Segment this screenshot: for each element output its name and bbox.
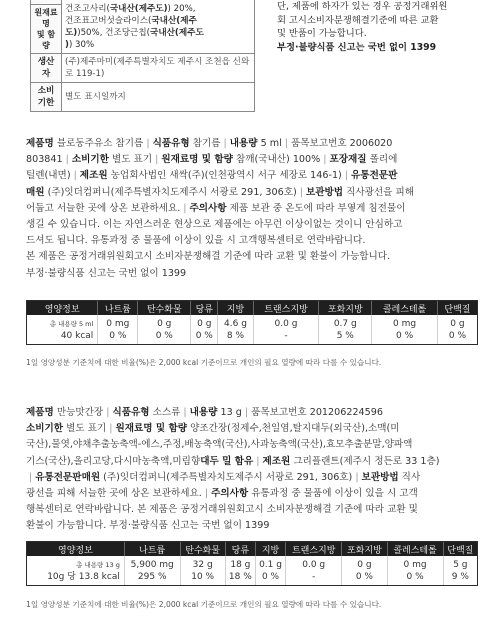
origin-table-head-producer: 생산자 bbox=[31, 54, 62, 83]
field-label: 제품명 bbox=[26, 407, 54, 418]
field-label: 주의사항 bbox=[189, 202, 227, 214]
nutrition-cell: 0 % bbox=[387, 571, 443, 585]
separator: | bbox=[256, 455, 260, 467]
nutrition-cell: 0 g bbox=[137, 315, 190, 330]
nutrition-cell: 9 % bbox=[443, 571, 477, 585]
field-value: 행복센터로 연락바랍니다. 본 제품은 공정거래위원회고시 소비자분쟁해결 기준에 따라 교환 및 bbox=[26, 504, 418, 516]
nutrition-cell: - bbox=[285, 571, 341, 585]
field-value: 환불이 가능합니다. 부정·불량식품 신고는 국번 없이 1399 bbox=[26, 520, 270, 532]
separator: | bbox=[183, 407, 187, 418]
separator: | bbox=[29, 471, 33, 483]
ingredients-line-1: 건조고사리(국내산(제주도)) 20%, bbox=[65, 3, 196, 14]
field-label: 제품명 bbox=[26, 138, 54, 149]
info-line bbox=[26, 249, 478, 265]
nutrition-cell: 0.7 g bbox=[318, 315, 371, 330]
nutrition-cell: 0.0 g bbox=[253, 315, 319, 330]
nutrition-footnote-soy-sauce: 1일 영양성분 기준치에 대한 비율(%)은 2,000 kcal 기준이므로 개인의 필요 열량에 따라 다를 수 있습니다. bbox=[26, 600, 382, 609]
field-value: 별도 표기 bbox=[63, 423, 107, 435]
field-label: 유통전문판 bbox=[351, 170, 398, 182]
separator: | bbox=[223, 138, 227, 149]
nutrition-cell: 4.6 g bbox=[217, 315, 252, 330]
nutrition-cell: 0 % bbox=[255, 571, 285, 585]
refund-notice bbox=[277, 0, 477, 54]
notice-line-1: 단, 제품에 하자가 있는 경우 공정거래위원 bbox=[277, 1, 448, 12]
nutrition-cell: 0 mg bbox=[371, 315, 437, 330]
separator: | bbox=[109, 423, 113, 435]
field-label: 매원 bbox=[26, 186, 45, 198]
nutrition-cell: 18 % bbox=[225, 571, 255, 585]
info-line bbox=[26, 217, 478, 233]
info-line bbox=[26, 518, 478, 534]
origin-table-head-ingredients: 원재료명 및 함량 bbox=[31, 5, 62, 54]
field-label: 포장재질 bbox=[329, 154, 367, 166]
nutrition-cell: 40 kcal bbox=[60, 331, 94, 341]
nutrition-cell: 8 % bbox=[217, 330, 252, 344]
nutrition-cell: 5 g bbox=[443, 556, 477, 571]
field-value: 드셔도 됩니다. 유통과정 중 물품에 이상이 있을 시 고객행복센터로 연락바랍니다. bbox=[26, 235, 366, 247]
field-label: 제조원 bbox=[79, 170, 108, 182]
field-value: (주)잇더컴퍼니(제주특별자치도제주시 서광로 291, 306호) bbox=[100, 471, 353, 483]
field-label: 원재료명 및 함량 bbox=[161, 154, 233, 166]
info-line bbox=[26, 470, 478, 486]
nutrition-cell: 0 mg bbox=[97, 315, 137, 330]
notice-line-2: 회 고시소비자분쟁해결기준에 따른 교환 bbox=[277, 14, 439, 26]
nutrition-header: 콜레스테롤 bbox=[387, 542, 443, 556]
field-value: 국산),물엿,야채추출농축액-에스,주정,배농축액(국산),사과농축액(국산),효모추출분말,양파액 bbox=[26, 439, 413, 451]
ingredients-line-2: 건조표고버섯슬라이스(국내산(제주 bbox=[65, 15, 197, 26]
field-value: 직사광선을 피해 bbox=[343, 186, 415, 198]
field-value: 별도 표기 bbox=[108, 154, 153, 166]
nutrition-header: 포화지방 bbox=[318, 301, 371, 315]
field-value: 농업회사법인 새싹(주)(인천광역시 서구 세장로 146-1) bbox=[107, 170, 342, 182]
nutrition-header: 영양정보 bbox=[27, 542, 124, 556]
separator: | bbox=[146, 138, 150, 149]
origin-table-producer: (주)제주마미(제주특별자치도 제주시 조천읍 신와로 119-1) bbox=[62, 54, 255, 83]
separator: | bbox=[284, 138, 288, 149]
field-value: 소스류 bbox=[149, 407, 181, 418]
separator: | bbox=[355, 471, 359, 483]
field-value: 13 g bbox=[217, 407, 242, 418]
field-label: 대두 밀 함유 bbox=[200, 455, 254, 467]
field-label: 원재료명 및 함량 bbox=[115, 423, 188, 435]
nutrition-cell: - bbox=[253, 330, 319, 344]
notice-line-3: 및 반품이 가능합니다. bbox=[277, 28, 367, 40]
field-label: 보관방법 bbox=[361, 471, 399, 483]
nutrition-cell: 32 g bbox=[180, 556, 225, 571]
origin-table-ingredients bbox=[62, 0, 255, 54]
notice-report-line: 부정·불량식품 신고는 국번 없이 1399 bbox=[277, 41, 437, 53]
nutrition-header: 트랜스지방 bbox=[253, 301, 319, 315]
nutrition-header: 포화지방 bbox=[341, 542, 386, 556]
separator: | bbox=[323, 154, 327, 166]
field-label: 식품유형 bbox=[152, 138, 190, 149]
separator: | bbox=[299, 186, 303, 198]
separator: | bbox=[155, 154, 159, 166]
nutrition-header: 지방 bbox=[255, 542, 285, 556]
info-line bbox=[26, 233, 478, 249]
info-line bbox=[26, 201, 478, 217]
field-value: 참깨(국내산) 100% bbox=[232, 154, 321, 166]
nutrition-cell: 0 % bbox=[137, 330, 190, 344]
origin-table-head-expiry: 소비기한 bbox=[31, 83, 62, 112]
nutrition-cell: 0 % bbox=[437, 330, 477, 344]
field-label: 식품유형 bbox=[112, 407, 150, 418]
nutrition-cell: 5 % bbox=[318, 330, 371, 344]
nutrition-footnote-sesame-oil: 1일 영양성분 기준치에 대한 비율(%)은 2,000 kcal 기준이므로 개인의 필요 열량에 따라 다를 수 있습니다. bbox=[26, 358, 382, 367]
nutrition-header: 트랜스지방 bbox=[285, 542, 341, 556]
field-value: 생길 수 있습니다. 이는 자연스러운 현상으로 제품에는 아무런 이상이없는 것이니 안심하고 bbox=[26, 219, 403, 231]
field-label: 주의사항 bbox=[211, 488, 249, 500]
nutrition-cell: 5,900 mg bbox=[124, 556, 180, 571]
nutrition-cell: 0.0 g bbox=[285, 556, 341, 571]
nutrition-cell: 총 내용량 5 ml bbox=[49, 320, 94, 328]
nutrition-header: 단백질 bbox=[443, 542, 477, 556]
field-value: 블로동주유소 참기름 bbox=[53, 138, 144, 149]
field-value: 그리플랜트(제주시 정든로 33 1층) bbox=[290, 455, 440, 467]
nutrition-header: 영양정보 bbox=[27, 301, 97, 315]
nutrition-header: 콜레스테롤 bbox=[371, 301, 437, 315]
field-value: 부정·불량식품 신고는 국번 없이 1399 bbox=[26, 267, 187, 279]
field-value: 참기름 bbox=[189, 138, 221, 149]
nutrition-header: 당류 bbox=[225, 542, 255, 556]
field-value: 직사 bbox=[398, 471, 421, 483]
info-line bbox=[26, 502, 478, 518]
nutrition-cell: 18 g bbox=[225, 556, 255, 571]
field-value: 만능맛간장 bbox=[53, 407, 104, 418]
separator: | bbox=[73, 170, 77, 182]
info-line bbox=[26, 454, 478, 470]
info-line bbox=[26, 152, 478, 168]
info-line bbox=[26, 486, 478, 502]
field-value: 양조간장(정제수,천일염,탈지대두(외국산),소맥(미 bbox=[187, 423, 400, 435]
nutrition-header: 나트륨 bbox=[97, 301, 137, 315]
ingredients-line-3: 도))50%, 건조당근칩(국내산(제주도 bbox=[65, 27, 204, 38]
origin-table bbox=[30, 0, 255, 112]
nutrition-cell: 10g 당 13.8 kcal bbox=[47, 572, 120, 582]
field-value: 폴리에 bbox=[366, 154, 398, 166]
field-label: 내용량 bbox=[229, 138, 258, 149]
origin-table-expiry: 별도 표시일까지 bbox=[62, 83, 255, 112]
separator: | bbox=[183, 202, 187, 214]
info-line bbox=[26, 405, 478, 421]
field-value: 어둡고 서늘한 곳에 상온 보관하세요. bbox=[26, 202, 181, 214]
product-info-soy-sauce bbox=[26, 405, 478, 535]
field-value: 품목보고번호 2006020 bbox=[291, 138, 393, 149]
separator: | bbox=[65, 154, 69, 166]
nutrition-table-sesame-oil bbox=[26, 300, 478, 345]
field-value: 광선을 피해 서늘한 곳에 상온 보관하세요. bbox=[26, 488, 202, 500]
nutrition-header: 탄수화물 bbox=[180, 542, 225, 556]
nutrition-header: 지방 bbox=[217, 301, 252, 315]
separator: | bbox=[204, 488, 209, 500]
field-value: 틸렌(내면) bbox=[26, 170, 71, 182]
nutrition-header: 탄수화물 bbox=[137, 301, 190, 315]
nutrition-cell: 0 % bbox=[371, 330, 437, 344]
nutrition-cell: 0 g bbox=[341, 556, 386, 571]
info-line bbox=[26, 266, 478, 282]
separator: | bbox=[106, 407, 110, 418]
info-line bbox=[26, 136, 478, 152]
nutrition-cell: 295 % bbox=[124, 571, 180, 585]
ingredients-line-4: )) 30% bbox=[65, 39, 95, 50]
product-info-sesame-oil bbox=[26, 136, 478, 282]
field-value: (주)잇더컴퍼니(제주특별자치도제주시 서광로 291, 306호) bbox=[44, 186, 297, 198]
nutrition-cell: 0 % bbox=[190, 330, 217, 344]
nutrition-table-soy-sauce bbox=[26, 541, 478, 586]
field-label: 유통전문판매원 bbox=[35, 471, 101, 483]
nutrition-header: 단백질 bbox=[437, 301, 477, 315]
nutrition-cell: 0 % bbox=[341, 571, 386, 585]
nutrition-cell: 0 mg bbox=[387, 556, 443, 571]
field-label: 보관방법 bbox=[305, 186, 344, 198]
info-line bbox=[26, 421, 478, 437]
nutrition-header: 당류 bbox=[190, 301, 217, 315]
field-label: 소비기한 bbox=[71, 154, 109, 166]
info-line bbox=[26, 168, 478, 184]
nutrition-cell: 0 g bbox=[437, 315, 477, 330]
nutrition-cell: 0 % bbox=[97, 330, 137, 344]
field-value: 803841 bbox=[26, 154, 63, 166]
separator: | bbox=[344, 170, 349, 182]
nutrition-cell: 10 % bbox=[180, 571, 225, 585]
info-line bbox=[26, 185, 478, 201]
nutrition-cell: 총 내용량 13 g bbox=[76, 561, 120, 569]
nutrition-cell: 0 g bbox=[190, 315, 217, 330]
field-value: 본 제품은 공정거래위원회고시 소비자분쟁해결 기준에 따라 교환 및 환불이 가능합니다. bbox=[26, 251, 391, 263]
nutrition-cell: 0.1 g bbox=[255, 556, 285, 571]
field-value: 제품 보관 중 온도에 따라 부옇게 침전물이 bbox=[226, 202, 406, 214]
field-value: 품목보고번호 201206224596 bbox=[251, 407, 383, 418]
field-value: 5 ml bbox=[257, 138, 282, 149]
field-label: 내용량 bbox=[189, 407, 218, 418]
field-label: 제조원 bbox=[262, 455, 291, 467]
info-line bbox=[26, 437, 478, 453]
separator: | bbox=[244, 407, 249, 418]
field-value: 유통과정 중 물품에 이상이 있을 시 고객 bbox=[248, 488, 418, 500]
field-value: 기스(국산),올리고당,다시마농축액,미림향 bbox=[26, 455, 201, 467]
field-label: 소비기한 bbox=[26, 423, 64, 435]
nutrition-header: 나트륨 bbox=[124, 542, 180, 556]
